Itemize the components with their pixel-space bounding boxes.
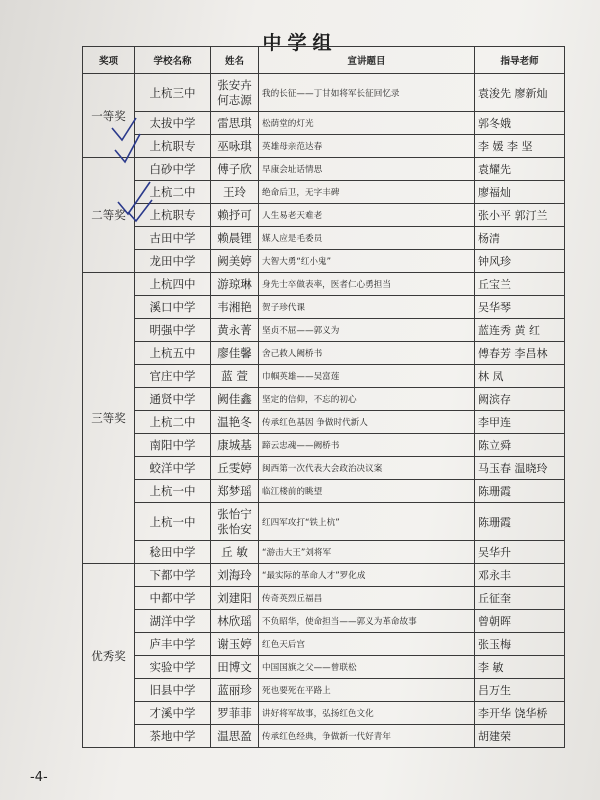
topic-cell: 闽西第一次代表大会政治决议案: [259, 457, 475, 480]
student-name-cell: 林欣瑶: [211, 610, 259, 633]
teacher-cell: 胡建荣: [475, 725, 565, 748]
table-row: [83, 656, 565, 679]
table-row: [83, 725, 565, 748]
table-row: [83, 503, 565, 541]
table-row: [83, 227, 565, 250]
table-row: [83, 434, 565, 457]
table-row: [83, 135, 565, 158]
topic-cell: 红色天后宫: [259, 633, 475, 656]
student-name-cell: 蓝丽珍: [211, 679, 259, 702]
teacher-cell: 李甲连: [475, 411, 565, 434]
student-name-cell: 丘雯婷: [211, 457, 259, 480]
topic-cell: 传承红色基因 争做时代新人: [259, 411, 475, 434]
school-cell: 上杭一中: [135, 503, 211, 541]
teacher-cell: 曾朝晖: [475, 610, 565, 633]
topic-cell: 绝命后卫，无字丰碑: [259, 181, 475, 204]
school-cell: 旧县中学: [135, 679, 211, 702]
teacher-cell: 吴华升: [475, 541, 565, 564]
teacher-cell: 傅春芳 李昌林: [475, 342, 565, 365]
topic-cell: 中国国旗之父——曾联松: [259, 656, 475, 679]
table-row: [83, 112, 565, 135]
topic-cell: 贺子珍代课: [259, 296, 475, 319]
teacher-cell: 丘征奎: [475, 587, 565, 610]
student-name-cell: 雷思琪: [211, 112, 259, 135]
table-header-row: [83, 47, 565, 74]
teacher-cell: 林 凤: [475, 365, 565, 388]
table-row: [83, 250, 565, 273]
student-name-cell: 游琼琳: [211, 273, 259, 296]
table-row: [83, 319, 565, 342]
student-name-cell: 廖佳馨: [211, 342, 259, 365]
table-row: [83, 679, 565, 702]
school-cell: 稔田中学: [135, 541, 211, 564]
teacher-cell: 廖福灿: [475, 181, 565, 204]
table-row: [83, 633, 565, 656]
school-cell: 明强中学: [135, 319, 211, 342]
teacher-cell: 杨清: [475, 227, 565, 250]
topic-cell: 死也要死在平路上: [259, 679, 475, 702]
table-row: [83, 296, 565, 319]
school-cell: 上杭三中: [135, 74, 211, 112]
student-name-cell: 赖抒可: [211, 204, 259, 227]
topic-cell: 巾帼英雄——吴富莲: [259, 365, 475, 388]
table-row: [83, 564, 565, 587]
topic-cell: 临江楼前的眺望: [259, 480, 475, 503]
school-cell: 上杭二中: [135, 411, 211, 434]
student-name-cell: 田博文: [211, 656, 259, 679]
table-row: [83, 610, 565, 633]
school-cell: 南阳中学: [135, 434, 211, 457]
teacher-cell: 张小平 郭汀兰: [475, 204, 565, 227]
topic-cell: 媒人应是毛委员: [259, 227, 475, 250]
teacher-cell: 马玉春 温晓玲: [475, 457, 565, 480]
teacher-cell: 阙滨存: [475, 388, 565, 411]
table-row: [83, 342, 565, 365]
school-cell: 通贤中学: [135, 388, 211, 411]
table-row: [83, 388, 565, 411]
student-name-cell: 郑梦瑶: [211, 480, 259, 503]
teacher-cell: 钟风珍: [475, 250, 565, 273]
award-level-cell: 三等奖: [83, 273, 135, 564]
school-cell: 上杭职专: [135, 204, 211, 227]
school-cell: 白砂中学: [135, 158, 211, 181]
header-school: 学校名称: [135, 47, 211, 74]
page-number: -4-: [30, 770, 48, 785]
school-cell: 上杭二中: [135, 181, 211, 204]
topic-cell: 英雄母亲范达春: [259, 135, 475, 158]
table-row: [83, 411, 565, 434]
school-cell: 湖洋中学: [135, 610, 211, 633]
student-name-cell: 韦湘艳: [211, 296, 259, 319]
student-name-cell: 傅子欣: [211, 158, 259, 181]
school-cell: 龙田中学: [135, 250, 211, 273]
school-cell: 中都中学: [135, 587, 211, 610]
student-name-cell: 黄永菁: [211, 319, 259, 342]
school-cell: 蛟洋中学: [135, 457, 211, 480]
table-row: [83, 541, 565, 564]
teacher-cell: 李 敏: [475, 656, 565, 679]
school-cell: 才溪中学: [135, 702, 211, 725]
topic-cell: 不负昭华，使命担当——郭义为革命故事: [259, 610, 475, 633]
teacher-cell: 吕万生: [475, 679, 565, 702]
student-name-cell: 张怡宁 张怡安: [211, 503, 259, 541]
school-cell: 太拔中学: [135, 112, 211, 135]
topic-cell: 松荫堂的灯光: [259, 112, 475, 135]
student-name-cell: 刘建阳: [211, 587, 259, 610]
student-name-cell: 张安卉 何志源: [211, 74, 259, 112]
school-cell: 下都中学: [135, 564, 211, 587]
student-name-cell: 谢玉婷: [211, 633, 259, 656]
student-name-cell: 罗菲菲: [211, 702, 259, 725]
table-row: [83, 181, 565, 204]
student-name-cell: 刘海玲: [211, 564, 259, 587]
table-row: [83, 158, 565, 181]
student-name-cell: 阙美婷: [211, 250, 259, 273]
topic-cell: 红四军攻打“铁上杭”: [259, 503, 475, 541]
topic-cell: 大智大勇“红小鬼”: [259, 250, 475, 273]
teacher-cell: 陈珊霞: [475, 480, 565, 503]
school-cell: 茶地中学: [135, 725, 211, 748]
teacher-cell: 张玉梅: [475, 633, 565, 656]
student-name-cell: 温思盈: [211, 725, 259, 748]
school-cell: 溪口中学: [135, 296, 211, 319]
topic-cell: 坚定的信仰，不忘的初心: [259, 388, 475, 411]
table-row: [83, 273, 565, 296]
school-cell: 官庄中学: [135, 365, 211, 388]
header-name: 姓名: [211, 47, 259, 74]
topic-cell: 传承红色经典，争做新一代好青年: [259, 725, 475, 748]
teacher-cell: 蓝连秀 黄 红: [475, 319, 565, 342]
teacher-cell: 袁耀先: [475, 158, 565, 181]
table-row: [83, 702, 565, 725]
header-topic: 宣讲题目: [259, 47, 475, 74]
topic-cell: 身先士卒做表率，医者仁心勇担当: [259, 273, 475, 296]
table-row: [83, 74, 565, 112]
award-level-cell: 一等奖: [83, 74, 135, 158]
topic-cell: “最实际的革命人才”罗化成: [259, 564, 475, 587]
student-name-cell: 丘 敏: [211, 541, 259, 564]
school-cell: 实验中学: [135, 656, 211, 679]
award-level-cell: 优秀奖: [83, 564, 135, 748]
teacher-cell: 李 媛 李 坚: [475, 135, 565, 158]
table-row: [83, 457, 565, 480]
teacher-cell: 郭冬娥: [475, 112, 565, 135]
student-name-cell: 阙佳鑫: [211, 388, 259, 411]
school-cell: 上杭五中: [135, 342, 211, 365]
school-cell: 上杭职专: [135, 135, 211, 158]
student-name-cell: 赖晨锂: [211, 227, 259, 250]
topic-cell: 早康会址话情思: [259, 158, 475, 181]
teacher-cell: 吴华琴: [475, 296, 565, 319]
topic-cell: 舍己救人阙桥书: [259, 342, 475, 365]
teacher-cell: 陈立舜: [475, 434, 565, 457]
header-award: 奖项: [83, 47, 135, 74]
table-body: [83, 74, 565, 748]
school-cell: 上杭一中: [135, 480, 211, 503]
topic-cell: 坚贞不屈——郭义为: [259, 319, 475, 342]
topic-cell: 传奇英烈丘福昌: [259, 587, 475, 610]
topic-cell: “游击大王”刘将军: [259, 541, 475, 564]
topic-cell: 人生易老天难老: [259, 204, 475, 227]
topic-cell: 蹄云忠魂——阙桥书: [259, 434, 475, 457]
teacher-cell: 邓永丰: [475, 564, 565, 587]
table-row: [83, 365, 565, 388]
student-name-cell: 巫咏琪: [211, 135, 259, 158]
student-name-cell: 蓝 萱: [211, 365, 259, 388]
student-name-cell: 康城基: [211, 434, 259, 457]
school-cell: 上杭四中: [135, 273, 211, 296]
student-name-cell: 温艳冬: [211, 411, 259, 434]
teacher-cell: 陈珊霞: [475, 503, 565, 541]
table-row: [83, 480, 565, 503]
table-row: [83, 587, 565, 610]
teacher-cell: 袁浚先 廖新灿: [475, 74, 565, 112]
school-cell: 庐丰中学: [135, 633, 211, 656]
header-teacher: 指导老师: [475, 47, 565, 74]
topic-cell: 讲好将军故事，弘扬红色文化: [259, 702, 475, 725]
page-title: 中学组: [262, 32, 338, 54]
awards-table: [82, 46, 565, 748]
table-row: [83, 204, 565, 227]
teacher-cell: 李开华 饶华桥: [475, 702, 565, 725]
school-cell: 古田中学: [135, 227, 211, 250]
topic-cell: 我的长征——丁甘如将军长征回忆录: [259, 74, 475, 112]
award-level-cell: 二等奖: [83, 158, 135, 273]
student-name-cell: 王玲: [211, 181, 259, 204]
teacher-cell: 丘宝兰: [475, 273, 565, 296]
